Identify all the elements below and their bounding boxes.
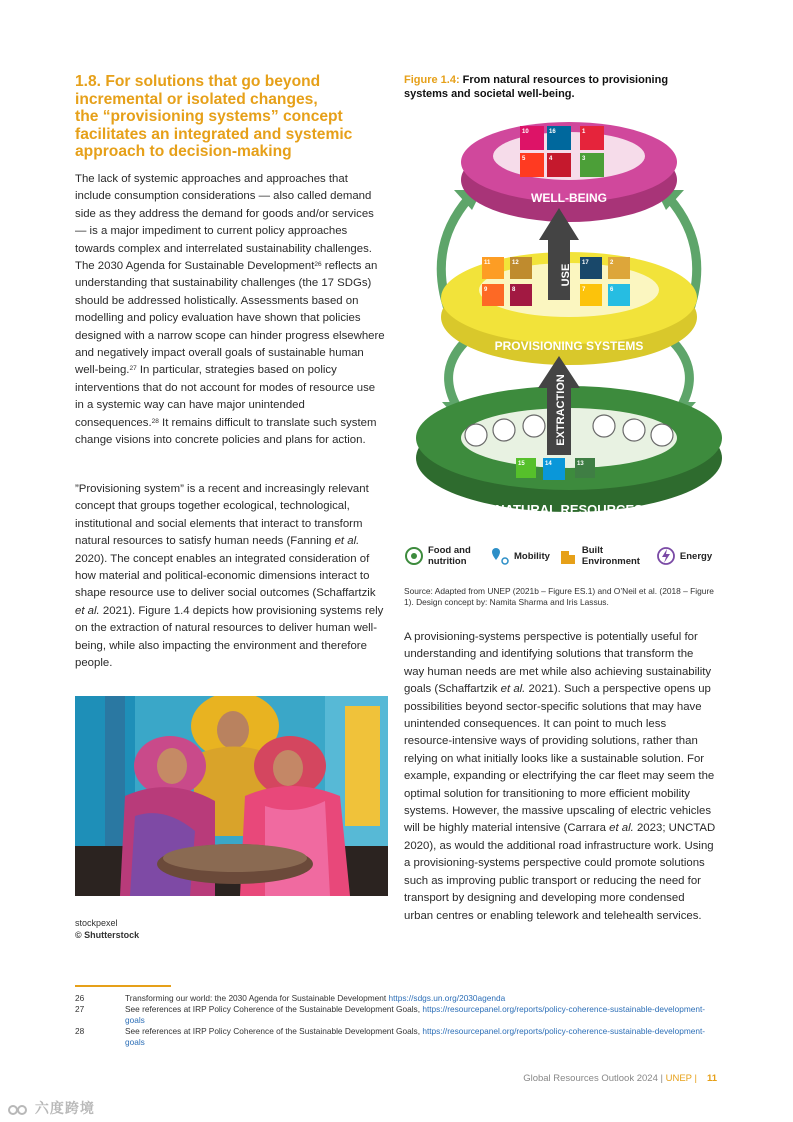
legend-label: Mobility — [514, 550, 550, 562]
text-run: 2021). Such a perspective opens up possibilities beyond sector-specific solutions that may have unintended consequences. It can point to much less resource-intensive ways of providing solutions, rather than relying on what initially looks like a sustainable solution. For example, expanding or electrifying the car fleet may seem the optimal solution for transitioning to more efficient mobility systems. However, the massive upscaling of electric vehicles will be highly material intensive (Carrara — [404, 683, 715, 835]
sdg-number-6: 6 — [610, 287, 614, 293]
footnote-ref[interactable]: 26 — [314, 261, 322, 269]
footnote-number: 27 — [75, 1004, 85, 1014]
figure-label: Figure 1.4: — [404, 74, 460, 86]
provisioning-ring-label: PROVISIONING SYSTEMS — [494, 339, 644, 353]
extraction-arrow-label: EXTRACTION — [555, 374, 567, 446]
footnote — [75, 993, 715, 1004]
sdg-number-1: 1 — [582, 129, 586, 135]
text-run: In particular, strategies based on policy interventions that do not account for modes of resource use in a systemic way can have major unintended consequences. — [75, 364, 376, 429]
food-icon — [404, 546, 424, 566]
sdg-row-natural — [516, 458, 595, 480]
natural-ring-label: NATURAL RESOURCES — [495, 502, 643, 517]
page-footer — [523, 1073, 717, 1084]
photo-credit: stockpexel — [75, 918, 118, 928]
arrow-left-lower — [449, 338, 469, 410]
sdg-number-17: 17 — [582, 260, 589, 266]
photo-copyright: © Shutterstock — [75, 930, 140, 940]
footer-separator: | — [691, 1073, 697, 1084]
sdg-number-9: 9 — [484, 287, 488, 293]
text-run: reflects an understanding that sustainability challenges (the 17 SDGs) should be addressed holistically. Assessments based on modelling and policy evaluation have shown that policies designed with a narrow scope can hinder progress elsewhere and negatively impact overall goals of sustainable human well-being. — [75, 260, 385, 377]
text-run: 2023; UNCTAD 2020), as would the additional road infrastructure work. Using a provisioning-systems perspective could promote solutions such as improving public transport or reducing the need for transport by designing and developing more condensed urban centres or enabling telework and telehealth services. — [404, 822, 716, 922]
paragraph-2 — [75, 481, 387, 672]
footnote-number: 26 — [75, 993, 85, 1003]
text-run: et al. — [334, 535, 360, 548]
watermark-text: 六度跨境 — [34, 1100, 95, 1116]
figure-legend — [404, 545, 734, 567]
heading-line: the “provisioning systems” concept — [75, 108, 343, 125]
sdg-number-11: 11 — [484, 260, 491, 266]
watermark-icon — [8, 1102, 30, 1116]
text-run: It remains difficult to translate such system change visions into concrete policies and plans for action. — [75, 416, 377, 447]
footnotes — [75, 993, 715, 1048]
sdg-number-13: 13 — [577, 461, 584, 467]
arrow-right-lower — [669, 338, 689, 410]
paragraph-3 — [404, 629, 716, 925]
mobility-icon — [490, 546, 510, 566]
text-run: et al. — [609, 822, 634, 835]
watermark-logo — [8, 1098, 95, 1118]
legend-label: Energy — [679, 550, 713, 562]
sdg-number-16: 16 — [549, 129, 556, 135]
figure-title-text: From natural resources to provisioning systems and societal well-being. — [404, 74, 669, 100]
text-run: The lack of systemic approaches and approaches that include consumption considerations — also called demand side as they address the demand for goods and/or services — is a major impediment to current policy approaches towards complex and interrelated sustainability challenges. The 2030 Agenda for Sustainable Development — [75, 173, 374, 273]
footnote — [75, 1026, 715, 1048]
section-heading — [75, 73, 385, 161]
provisioning-diagram — [404, 110, 734, 530]
footnote-link[interactable]: https://resourcepanel.org/reports/policy-coherence-sustainable-development-goals — [125, 1004, 706, 1025]
text-run: 2021). Figure 1.4 depicts how provisioning systems rely on the extraction of natural resources to deliver human well-being, while also impacting the environment and therefore people. — [75, 604, 384, 670]
footnote — [75, 1004, 715, 1026]
photo-illustration — [75, 696, 388, 896]
page-number: 11 — [706, 1073, 717, 1084]
sdg-number-4: 4 — [549, 156, 553, 162]
footer-publication: Global Resources Outlook 2024 | — [523, 1073, 666, 1084]
photo-women-laughing — [75, 696, 388, 896]
figure-source: Source: Adapted from UNEP (2021b – Figure ES.1) and O’Neil et al. (2018 – Figure 1). Design concept by: Namita Sharma and Iris Lassus. — [404, 586, 714, 607]
footnote-text: See references at IRP Policy Coherence of the Sustainable Development Goals, — [125, 1026, 423, 1036]
paragraph-1 — [75, 171, 387, 450]
footnote-ref[interactable]: 28 — [151, 417, 159, 425]
legend-item-energy — [656, 546, 712, 566]
text-run: A provisioning-systems perspective is potentially useful for understanding and identifying solutions that transform the way human needs are met while also achieving sustainability goals (Schaffartzik — [404, 631, 712, 696]
legend-item-built — [558, 545, 648, 567]
energy-icon — [656, 546, 676, 566]
footer-org: UNEP — [665, 1073, 692, 1084]
legend-label: Food and nutrition — [428, 545, 471, 567]
footnote-text: See references at IRP Policy Coherence of the Sustainable Development Goals, — [125, 1004, 423, 1014]
sdg-number-5: 5 — [522, 156, 526, 162]
sdg-number-15: 15 — [518, 461, 525, 467]
heading-line: facilitates an integrated and systemic — [75, 125, 353, 143]
legend-item-food — [404, 545, 482, 567]
figure-title — [404, 73, 704, 101]
figure-diagram — [404, 110, 734, 530]
building-icon — [558, 546, 578, 566]
text-run: 2020). The concept enables an integrated consideration of how material and political-economic dimensions interact to shape resource use to deliver social outcomes (Schaffartzik — [75, 552, 376, 600]
use-arrow-label: USE — [560, 263, 572, 287]
footnote-ref[interactable]: 27 — [129, 365, 137, 373]
heading-line: 1.8. For solutions that go beyond — [75, 73, 321, 90]
wellbeing-ring-label: WELL-BEING — [531, 191, 607, 205]
text-run: et al. — [75, 604, 100, 617]
heading-line: incremental or isolated changes, — [75, 90, 318, 108]
sdg-number-2: 2 — [610, 260, 614, 266]
photo-caption — [75, 917, 139, 941]
legend-label: Built Environment — [581, 545, 640, 567]
footnote-number: 28 — [75, 1026, 85, 1036]
heading-line: approach to decision-making — [75, 143, 292, 160]
footnote-link[interactable]: https://resourcepanel.org/reports/policy-coherence-sustainable-development-goals — [125, 1026, 706, 1047]
sdg-number-7: 7 — [582, 287, 586, 293]
legend-item-mobility — [490, 546, 550, 566]
sdg-number-8: 8 — [512, 287, 516, 293]
text-run: et al. — [500, 683, 526, 696]
sdg-number-14: 14 — [545, 461, 552, 467]
sdg-number-3: 3 — [582, 156, 586, 162]
sdg-number-12: 12 — [512, 260, 519, 266]
footnote-divider — [75, 985, 171, 987]
text-run: ”Provisioning system” is a recent and increasingly relevant concept that groups together ecological, technological, institutional and social elements that interact to transform natural resources to satisfy human needs (Fanning — [75, 483, 369, 548]
footnote-text: Transforming our world: the 2030 Agenda for Sustainable Development — [125, 993, 389, 1003]
footnote-link[interactable]: https://sdgs.un.org/2030agenda — [388, 993, 506, 1003]
sdg-number-10: 10 — [522, 129, 529, 135]
